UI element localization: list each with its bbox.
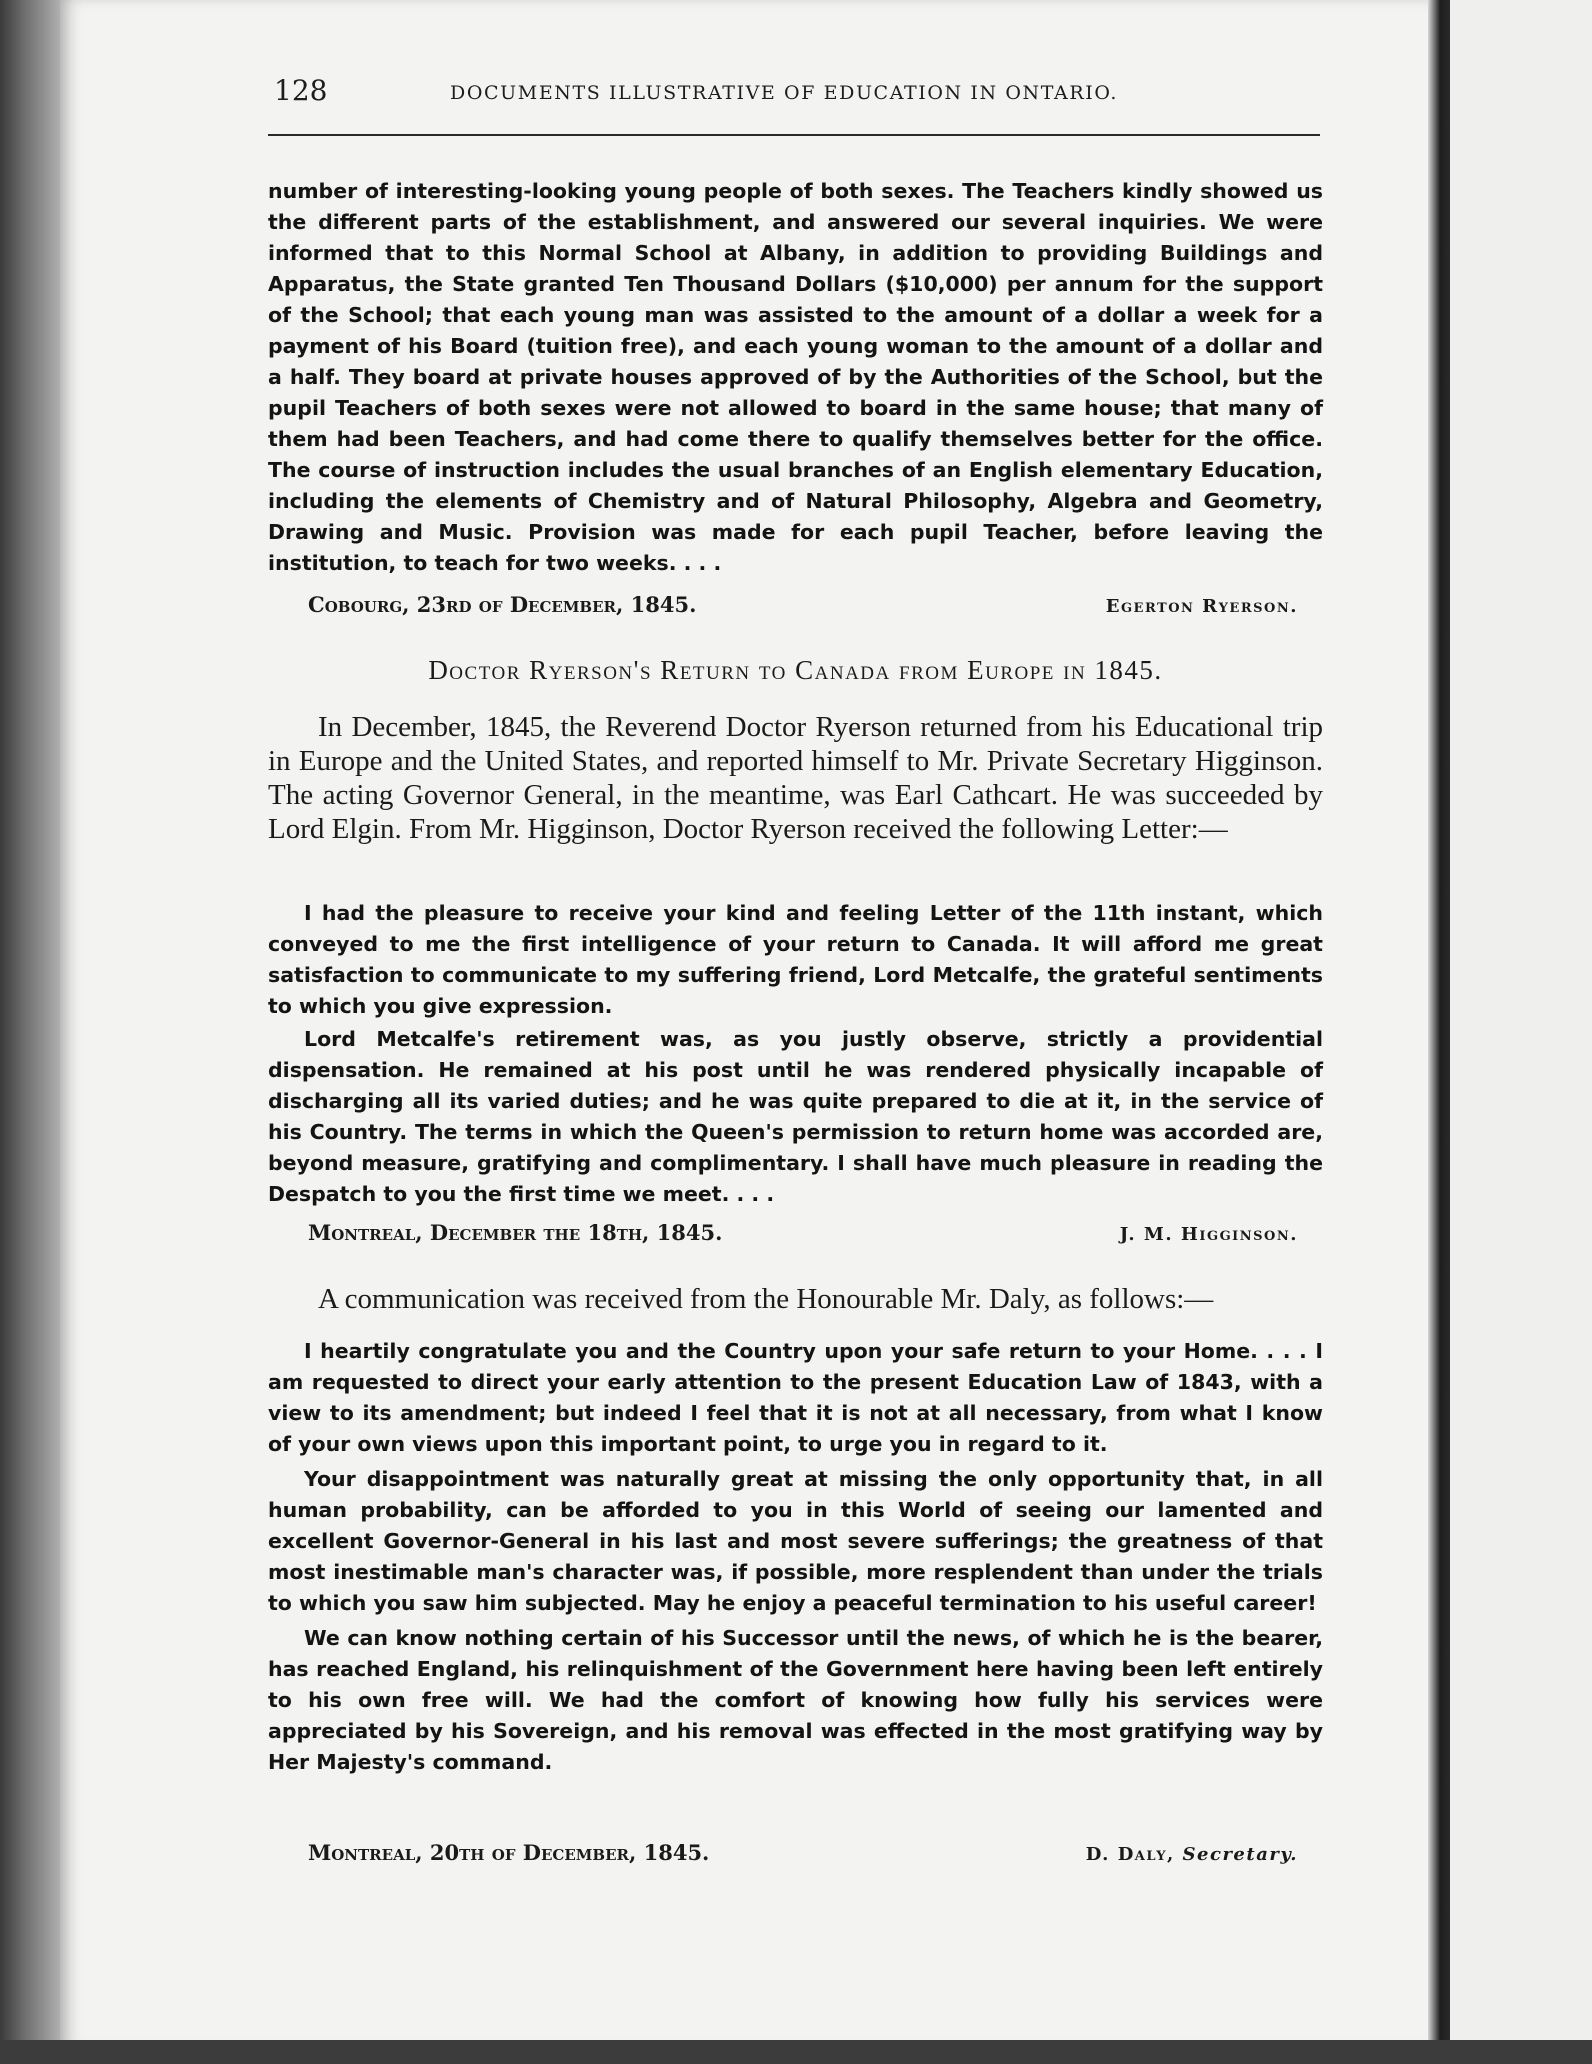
section-heading: Doctor Ryerson's Return to Canada from Europe in 1845.: [428, 655, 1163, 685]
daly-signature-title: Secretary.: [1182, 1844, 1298, 1865]
daly-intro-paragraph: A communication was received from the Honourable Mr. Daly, as follows:—: [318, 1283, 1214, 1315]
higginson-letter-paragraph-1: I had the pleasure to receive your kind and feeling Letter of the 11th instant, which conveyed to me the first intelligence of your return to Canada. It will afford me great satisfaction to communicate to my suffering friend, Lord Metcalfe, the grateful sentiments to which you give expression.: [268, 901, 1323, 1018]
daly-letter: [268, 1336, 1323, 1778]
report-paragraph-block: [268, 176, 1323, 579]
header-rule: [268, 134, 1320, 136]
daly-letter-paragraph-1: I heartily congratulate you and the Country upon your safe return to your Home. . . . I am requested to direct your early attention to the present Education Law of 1843, with a view to its amendment; but indeed I feel that it is not at all necessary, from what I know of your own views upon this important point, to urge you in regard to it.: [268, 1339, 1323, 1456]
higginson-signature-row: [268, 1220, 1298, 1254]
higginson-letter: [268, 898, 1323, 1210]
higginson-place-date: Montreal, December the 18th, 1845.: [308, 1220, 723, 1245]
higginson-signature: J. M. Higginson.: [1119, 1224, 1298, 1245]
daly-signature-name: D. Daly,: [1085, 1844, 1175, 1865]
daly-signature-row: [268, 1840, 1298, 1874]
running-head: DOCUMENTS ILLUSTRATIVE OF EDUCATION IN ONTARIO.: [450, 82, 1119, 104]
return-intro-block: [268, 710, 1323, 846]
report-place-date: Cobourg, 23rd of December, 1845.: [308, 592, 697, 617]
scan-bottom-edge: [0, 2040, 1592, 2064]
page-number: 128: [274, 74, 328, 107]
higginson-letter-paragraph-2: Lord Metcalfe's retirement was, as you justly observe, strictly a providential dispensation. He remained at his post until he was rendered physically incapable of discharging all its varied duties; and he was quite prepared to die at it, in the service of his Country. The terms in which the Queen's permission to return home was accorded are, beyond measure, gratifying and complimentary. I shall have much pleasure in reading the Despatch to you the first time we meet. . . .: [268, 1027, 1323, 1206]
return-intro-paragraph: In December, 1845, the Reverend Doctor Ryerson returned from his Educational trip in Europe and the United States, and reported himself to Mr. Private Secretary Higginson. The acting Governor General, in the meantime, was Earl Cathcart. He was succeeded by Lord Elgin. From Mr. Higginson, Doctor Ryerson received the following Letter:—: [268, 711, 1323, 845]
daly-signature: [1086, 1844, 1298, 1865]
daly-letter-paragraph-3: We can know nothing certain of his Successor until the news, of which he is the bearer, has reached England, his relinquishment of the Government here having been left entirely to his own free will. We had the comfort of knowing how fully his services were appreciated by his Sovereign, and his removal was effected in the most gratifying way by Her Majesty's command.: [268, 1626, 1323, 1774]
facing-page-edge: [1450, 0, 1592, 2064]
daly-letter-paragraph-2: Your disappointment was naturally great at missing the only opportunity that, in all human probability, can be afforded to you in this World of seeing our lamented and excellent Governor-General in his last and most severe sufferings; the greatness of that most inestimable man's character was, if possible, more resplendent than under the trials to which you saw him subjected. May he enjoy a peaceful termination to his useful career!: [268, 1467, 1323, 1615]
book-spine: [1428, 0, 1450, 2064]
page-header: [270, 68, 1320, 118]
report-signature-row: [268, 592, 1298, 626]
report-paragraph: number of interesting-looking young people of both sexes. The Teachers kindly showed us the different parts of the establishment, and answered our several inquiries. We were informed that to this Normal School at Albany, in addition to providing Buildings and Apparatus, the State granted Ten Thousand Dollars ($10,000) per annum for the support of the School; that each young man was assisted to the amount of a dollar a week for a payment of his Board (tuition free), and each young woman to the amount of a dollar and a half. They board at private houses approved of by the Authorities of the School, but the pupil Teachers of both sexes were not allowed to board in the same house; that many of them had been Teachers, and had come there to qualify themselves better for the office. The course of instruction includes the usual branches of an English elementary Education, including the elements of Chemistry and of Natural Philosophy, Algebra and Geometry, Drawing and Music. Provision was made for each pupil Teacher, before leaving the institution, to teach for two weeks. . . .: [268, 179, 1323, 575]
daly-place-date: Montreal, 20th of December, 1845.: [308, 1840, 710, 1865]
daly-intro-block: [268, 1282, 1323, 1316]
report-signature: Egerton Ryerson.: [1105, 596, 1298, 617]
